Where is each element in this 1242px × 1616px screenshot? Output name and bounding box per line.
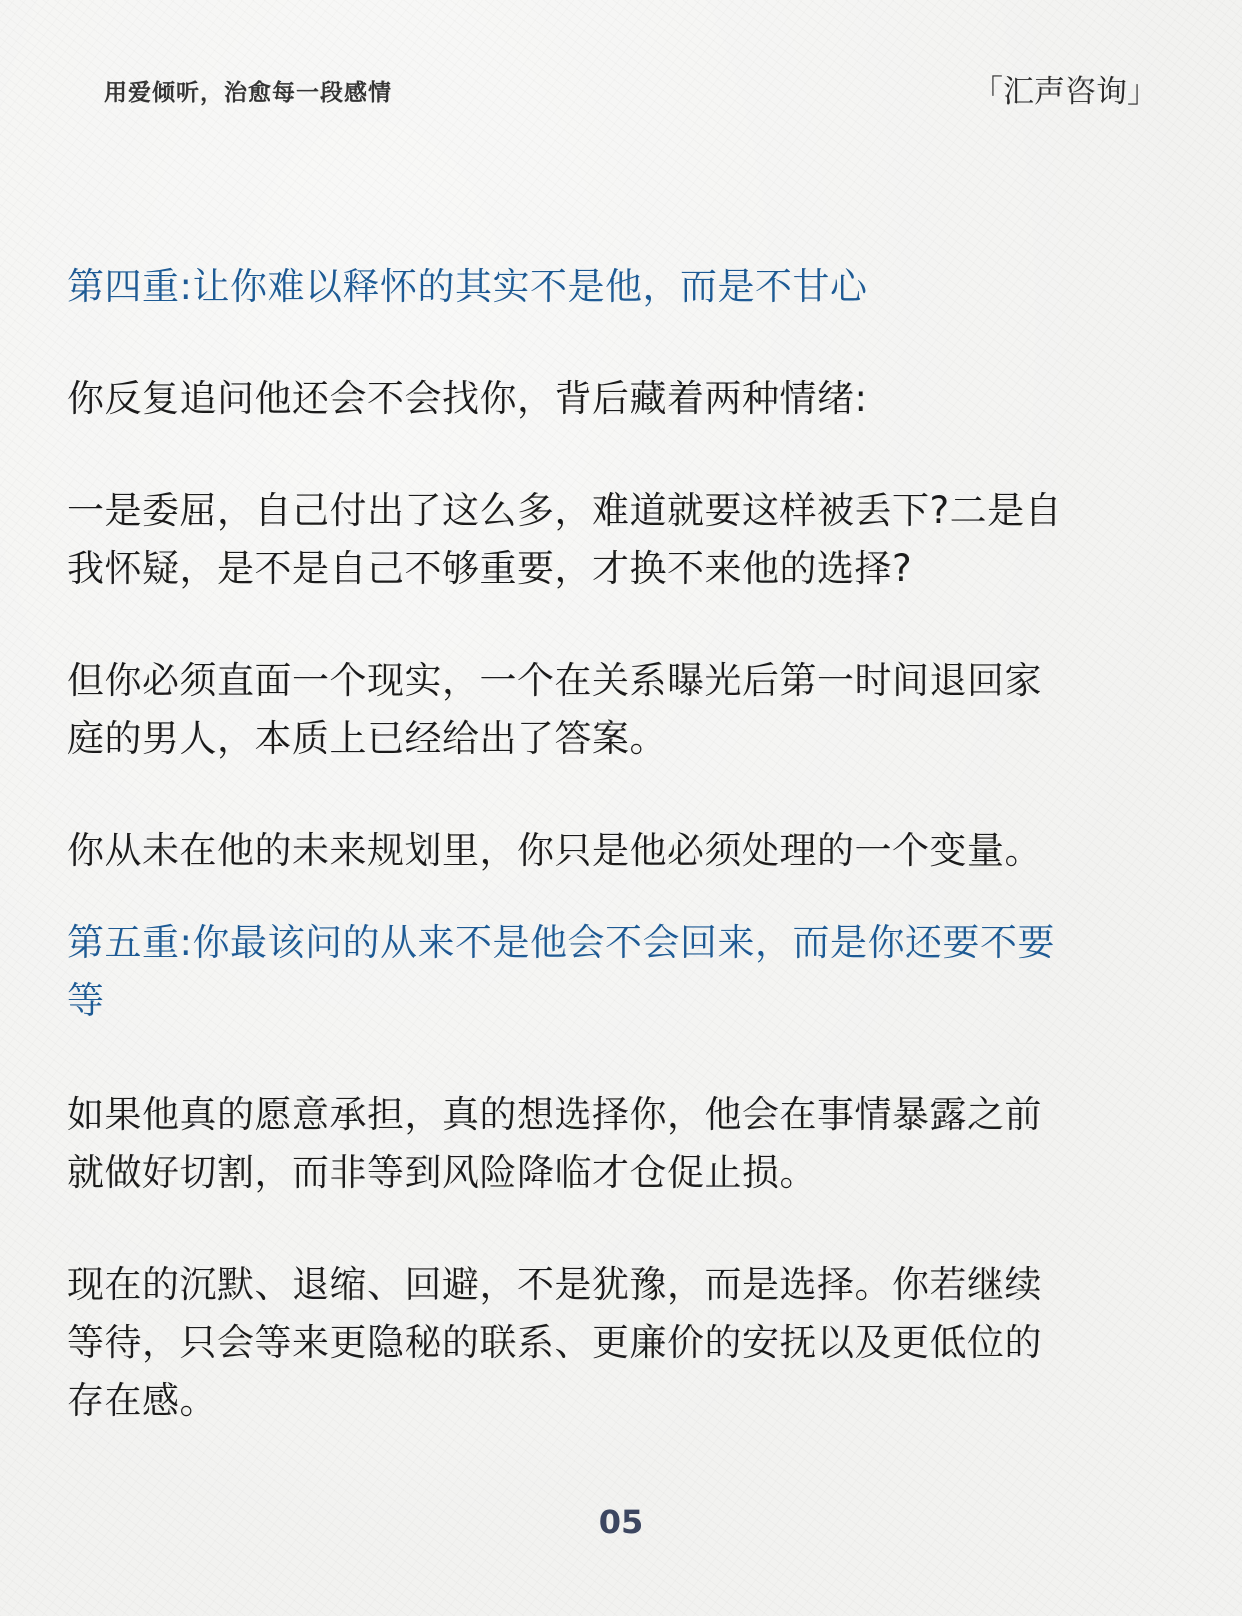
paragraph-line: 如果他真的愿意承担，真的想选择你，他会在事情暴露之前 [67,1093,1042,1136]
paragraph [67,652,1177,768]
paragraph-line: 庭的男人，本质上已经给出了答案。 [67,717,667,760]
header-slogan: 用爱倾听，治愈每一段感情 [104,80,392,106]
paragraph-line: 现在的沉默、退缩、回避，不是犹豫，而是选择。你若继续 [67,1263,1042,1306]
page-number: 05 [598,1503,644,1541]
section-heading-5 [67,914,1177,1030]
paragraph-line: 就做好切割，而非等到风险降临才仓促止损。 [67,1151,817,1194]
paragraph [67,370,1177,428]
paragraph [67,482,1177,598]
paragraph-line: 一是委屈，自己付出了这么多，难道就要这样被丢下?二是自 [67,489,1063,532]
article-body [67,258,1177,1430]
heading-line: 第五重:你最该问的从来不是他会不会回来，而是你还要不要 [67,921,1055,964]
brand-name: 「汇声咨询」 [972,74,1158,110]
paragraph-line: 存在感。 [67,1379,217,1422]
paragraph [67,822,1177,880]
paragraph [67,1086,1177,1202]
section-heading-4 [67,258,1177,316]
paragraph-line: 你反复追问他还会不会找你，背后藏着两种情绪: [67,377,868,420]
paragraph-line: 你从未在他的未来规划里，你只是他必须处理的一个变量。 [67,829,1042,872]
paragraph [67,1256,1177,1430]
paragraph-line: 我怀疑，是不是自己不够重要，才换不来他的选择? [67,547,913,590]
heading-line: 第四重:让你难以释怀的其实不是他，而是不甘心 [67,265,868,308]
heading-line: 等 [67,979,105,1022]
paragraph-line: 等待，只会等来更隐秘的联系、更廉价的安抚以及更低位的 [67,1321,1042,1364]
paragraph-line: 但你必须直面一个现实，一个在关系曝光后第一时间退回家 [67,659,1042,702]
